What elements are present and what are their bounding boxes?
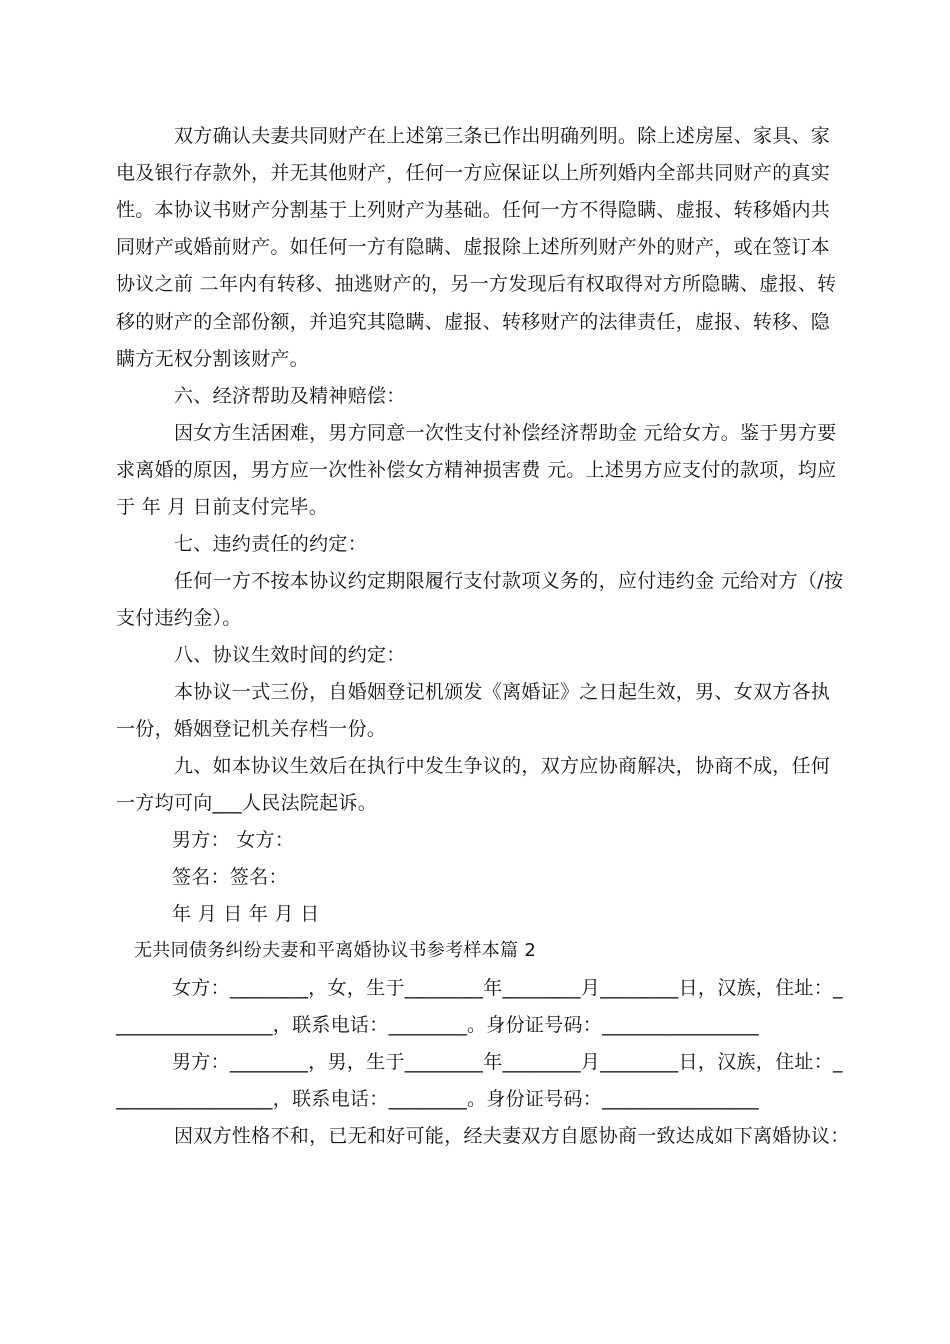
- paragraph-line: 任何一方不按本协议约定期限履行支付款项义务的，应付违约金 元给对方（/按: [174, 570, 844, 592]
- signature-names: 签名：签名：: [172, 866, 288, 888]
- paragraph-line: 协议之前 二年内有转移、抽逃财产的，另一方发现后有权取得对方所隐瞒、虚报、转: [116, 273, 837, 295]
- paragraph-line: 一方均可向___人民法院起诉。: [116, 792, 378, 814]
- paragraph-line: 电及银行存款外，并无其他财产，任何一方应保证以上所列婚内全部共同财产的真实: [116, 162, 831, 184]
- agreement-intro: 因双方性格不和，已无和好可能，经夫妻双方自愿协商一致达成如下离婚协议：: [174, 1125, 850, 1147]
- section-6-title: 六、经济帮助及精神赔偿：: [174, 385, 406, 407]
- paragraph-line: 求离婚的原因，男方应一次性补偿女方精神损害费 元。上述男方应支付的款项，均应: [116, 459, 837, 481]
- signature-dates: 年 月 日 年 月 日: [172, 903, 320, 925]
- paragraph-line: 本协议一式三份，自婚姻登记机颁发《离婚证》之日起生效，男、女双方各执: [174, 681, 831, 703]
- paragraph-line: 于 年 月 日前支付完毕。: [116, 496, 329, 518]
- paragraph-line: 支付违约金）。: [116, 607, 242, 629]
- paragraph-line: 瞒方无权分割该财产。: [116, 348, 310, 370]
- female-info-line: 女方：________，女，生于________年________月________日，汉族，住址：_: [172, 977, 843, 999]
- paragraph-line: 一份，婚姻登记机关存档一份。: [116, 718, 387, 740]
- section-7-title: 七、违约责任的约定：: [174, 533, 368, 555]
- paragraph-line: 移的财产的全部份额，并追究其隐瞒、虚报、转移财产的法律责任，虚报、转移、隐: [116, 311, 831, 333]
- female-info-line: ________________，联系电话：________。身份证号码：________________: [116, 1014, 759, 1036]
- section-9-line: 九、如本协议生效后在执行中发生争议的，双方应协商解决，协商不成，任何: [174, 755, 831, 777]
- male-info-line: ________________，联系电话：________。身份证号码：________________: [116, 1088, 759, 1110]
- section-8-title: 八、协议生效时间的约定：: [174, 644, 406, 666]
- male-info-line: 男方：________，男，生于________年________月________日，汉族，住址：_: [172, 1051, 843, 1073]
- paragraph-line: 同财产或婚前财产。如任何一方有隐瞒、虚报除上述所列财产外的财产，或在签订本: [116, 236, 831, 258]
- signature-parties: 男方： 女方：: [172, 829, 295, 851]
- paragraph-line: 性。本协议书财产分割基于上列财产为基础。任何一方不得隐瞒、虚报、转移婚内共: [116, 199, 831, 221]
- paragraph-line: 因女方生活困难，男方同意一次性支付补偿经济帮助金 元给女方。鉴于男方要: [174, 422, 837, 444]
- section-heading: 无共同债务纠纷夫妻和平离婚协议书参考样本篇 2: [134, 940, 537, 961]
- paragraph-line: 双方确认夫妻共同财产在上述第三条已作出明确列明。除上述房屋、家具、家: [174, 125, 831, 147]
